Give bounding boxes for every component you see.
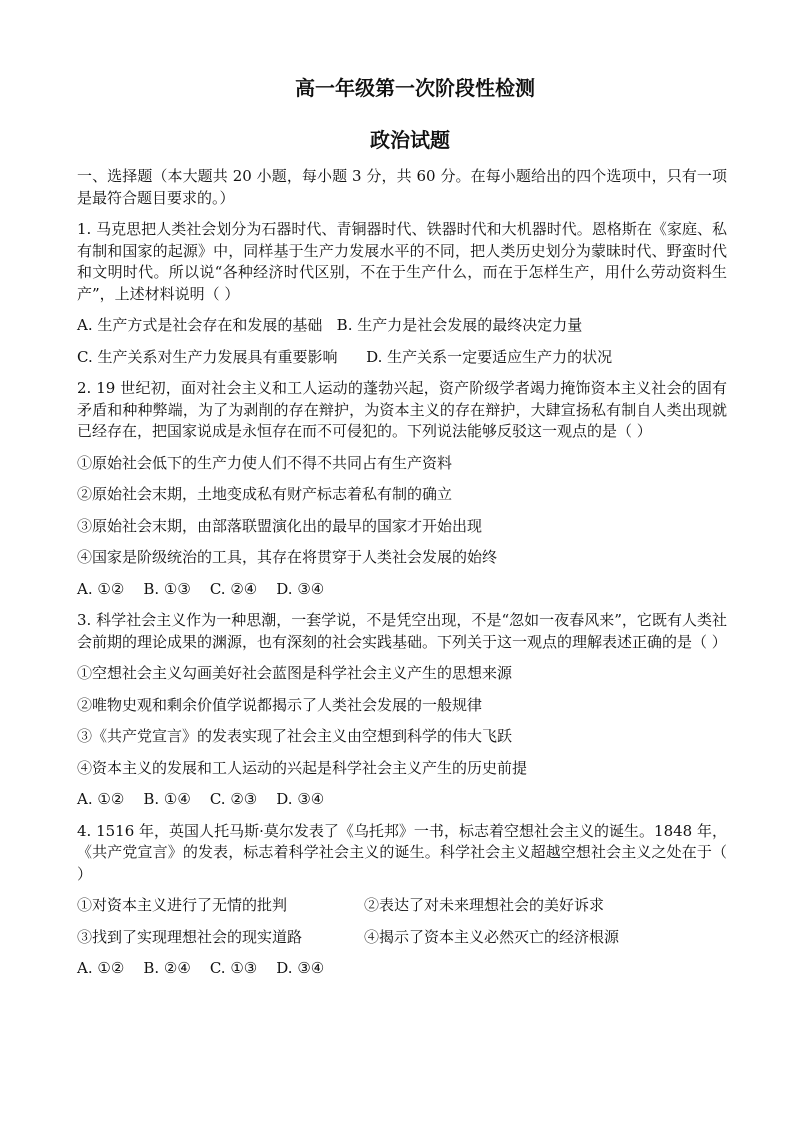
question-1-options-cd: C. 生产关系对生产力发展具有重要影响 D. 生产关系一定要适应生产力的状况 bbox=[77, 347, 613, 366]
question-2-choices: A. ①② B. ①③ C. ②④ D. ③④ bbox=[77, 579, 325, 598]
question-1-options-ab: A. 生产方式是社会存在和发展的基础 B. 生产力是社会发展的最终决定力量 bbox=[77, 316, 583, 334]
question-3-item: ②唯物史观和剩余价值学说都揭示了人类社会发展的一般规律 bbox=[77, 695, 483, 714]
question-3-item: ①空想社会主义勾画美好社会蓝图是科学社会主义产生的思想来源 bbox=[77, 664, 513, 682]
question-4-item: ②表达了对未来理想社会的美好诉求 bbox=[364, 896, 605, 914]
exam-body bbox=[77, 166, 727, 990]
question-4-items-row bbox=[77, 927, 727, 949]
question-4-item: ③找到了实现理想社会的现实道路 bbox=[77, 927, 303, 946]
exam-subtitle: 政治试题 bbox=[370, 128, 450, 152]
exam-title: 高一年级第一次阶段性检测 bbox=[295, 76, 535, 100]
question-2-item: ③原始社会末期，由部落联盟演化出的最早的国家才开始出现 bbox=[77, 516, 483, 535]
question-4-stem: 4. 1516 年，英国人托马斯·莫尔发表了《乌托邦》一书，标志着空想社会主义的诞生。1848 年，《共产党宣言》的发表，标志着科学社会主义的诞生。科学社会主义超越空想社会主义之处在于（ ） bbox=[77, 821, 727, 883]
question-2-stem: 2. 19 世纪初，面对社会主义和工人运动的蓬勃兴起，资产阶级学者竭力掩饰资本主义社会的固有矛盾和种种弊端，为了为剥削的存在辩护，为资本主义的存在辩护，大肆宣扬私有制自人类出现就已经存在，把国家说成是永恒存在而不可侵犯的。下列说法能够反驳这一观点的是（ ） bbox=[77, 379, 727, 440]
question-1-stem: 1. 马克思把人类社会划分为石器时代、青铜器时代、铁器时代和大机器时代。恩格斯在《家庭、私有制和国家的起源》中，同样基于生产力发展水平的不同，把人类历史划分为蒙昧时代、野蛮时代和文明时代。所以说“各种经济时代区别，不在于生产什么，而在于怎样生产，用什么劳动资料生产”，上述材料说明（ ） bbox=[77, 220, 727, 303]
question-2-item: ②原始社会末期，土地变成私有财产标志着私有制的确立 bbox=[77, 485, 453, 503]
question-2-item: ①原始社会低下的生产力使人们不得不共同占有生产资料 bbox=[77, 453, 453, 472]
question-3-choices: A. ①② B. ①④ C. ②③ D. ③④ bbox=[77, 790, 325, 808]
question-4-items-row bbox=[77, 895, 727, 917]
question-3-item: ③《共产党宣言》的发表实现了社会主义由空想到科学的伟大飞跃 bbox=[77, 727, 513, 745]
question-3-stem: 3. 科学社会主义作为一种思潮，一套学说，不是凭空出现，不是“忽如一夜春风来”，它既有人类社会前期的理论成果的渊源，也有深刻的社会实践基础。下列关于这一观点的理解表述正确的是（ ） bbox=[77, 611, 727, 651]
question-3-item: ④资本主义的发展和工人运动的兴起是科学社会主义产生的历史前提 bbox=[77, 758, 528, 777]
question-4-item: ④揭示了资本主义必然灭亡的经济根源 bbox=[364, 927, 620, 946]
question-4-item: ①对资本主义进行了无情的批判 bbox=[77, 896, 288, 914]
section-intro: 一、选择题（本大题共 20 小题，每小题 3 分，共 60 分。在每小题给出的四个选项中，只有一项是最符合题目要求的。） bbox=[77, 167, 727, 207]
question-4-choices: A. ①② B. ②④ C. ①③ D. ③④ bbox=[77, 959, 325, 977]
question-2-item: ④国家是阶级统治的工具，其存在将贯穿于人类社会发展的始终 bbox=[77, 548, 498, 566]
